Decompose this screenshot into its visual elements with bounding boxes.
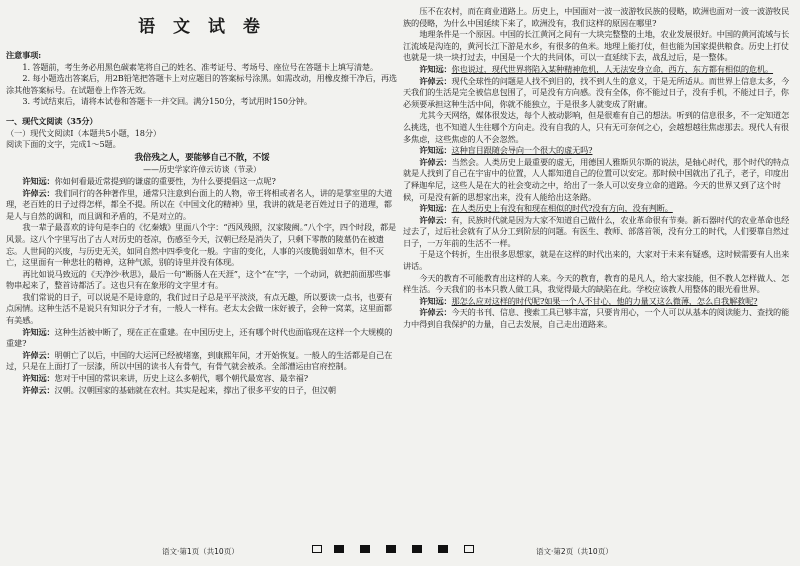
notice-2: 2. 每小题选出答案后，用2B铅笔把答题卡上对应题目的答案标号涂黑。如需改动，用橡皮擦干净后，再选涂其他答案标号。在试题卷上作答无效。 — [6, 73, 397, 95]
paragraph — [6, 373, 398, 385]
paragraph — [6, 222, 398, 268]
paragraph-text: 在人类历史上有没有和现在相似的时代?没有方向，没有判断。 — [451, 203, 673, 214]
paragraph-text: 我一辈子最喜欢的诗句是李白的《忆秦娥》里面八个字：“西风残照，汉家陵阙。”八个字，四个时段，都是风景。这八个字里写出了古人对历史的苍凉，伤感至今天，汉朝已经是消失了，只剩下零散的陵墓仍在被遗忘。人世间的兴废，与历史无关，如同自然中四季变化一般。字宙的变化，人事的兴废脆弱如草木，但不灭亡，这里面有一种悲壮的精神，这种气派，别的诗里并没有体现。 — [6, 222, 397, 268]
paragraph — [403, 296, 795, 308]
paragraph-text: 今天的书刊、信息、搜索工具已够丰富，只要肯用心，一个人可以从基本的阅读能力、查找的能力中得到自我保护的力量，自己去发展，自己走出道路来。 — [403, 307, 790, 330]
footer-right: 语文·第2页（共10页） — [536, 547, 613, 556]
paragraph — [403, 157, 795, 203]
footer-left: 语文·第1页（共10页） — [162, 547, 239, 556]
paragraph-text: 明朝亡了以后，中国的大运河已经被堵塞，到康熙年间，才开始恢复。一般人的生活都是自己在过，只是在上面打了一层漆，所以中国的读书人有骨气，有骨气就会被杀。全部漕运由官府控制。 — [6, 349, 393, 372]
scan-mark — [438, 545, 448, 553]
paragraph — [6, 327, 398, 350]
scan-marks — [312, 545, 492, 555]
paragraph — [6, 176, 398, 188]
speaker-label: 许倬云： — [419, 75, 452, 86]
paragraph-text: 你也说过，现代世界将陷入某种精神危机，人无法安身立命，西方、东方都有相似的危机。 — [451, 63, 774, 74]
reading-instruction: 阅读下面的文字，完成1～5题。 — [6, 139, 121, 150]
article-subtitle: ——历史学家许倬云访谈（节录） — [143, 165, 261, 175]
paragraph — [403, 29, 795, 64]
paragraph — [6, 385, 398, 397]
paragraph — [403, 6, 795, 29]
speaker-label: 许倬云： — [22, 349, 55, 360]
right-article-body — [403, 6, 795, 331]
paragraph-text: 压不在农村，而在商业道路上。历史上，中国面对一波一波游牧民族的侵略，欧洲也面对一波一波游牧民族的侵略，为什么中国延续下来了，欧洲没有，我们这样的原因在哪里? — [403, 6, 790, 28]
paragraph — [403, 76, 795, 111]
paragraph-text: 我们同行的各种著作里，通常只注意到台面上的人物，帝王将相或者名人，讲的是掌室里的大道理，老百姓的日子过得怎样，都全不提。所以在《中国文化的精神》里，我讲的就是老百姓过日子的道理，都是人与自然的调和，而且调和矛盾的，不是对立的。 — [6, 187, 393, 221]
paragraph-text: 有，民族时代就是因为大家不知道自己做什么，农业革命很有节奏。新石器时代的农业革命也经过去了，过后社会就有了从分工到阶层的问题。有医生、教师、部落首领，没有分工的时代，人们要靠自然过日子，一万年前的生活不一样。 — [403, 214, 790, 248]
paragraph-text: 地理条件是一个原因。中国的长江黄河之间有一大块完整整的土地，农业发展很好。中国的黄河流域与长江流域是沟连的，黄河长江下游是水乡，有很多的鱼米。地理上能打仗，但也能为国家提供粮食。历史上打仗也就是一块一块打过去，中国是一个大的共同体，可以一直延续下去，战乱过后，是一整体。 — [403, 29, 790, 63]
scan-mark — [412, 545, 422, 553]
paragraph-text: 今天的教育不可能教育出这样的人来。今天的教育，教育的是凡人，给大家技能，但不教人怎样做人、怎样生活。今天我们的书本只教人做工具，我觉得最大的缺陷在此。学校应该教人用整体的眼光看世界。 — [403, 272, 790, 295]
left-article-body — [6, 176, 398, 396]
scan-mark — [334, 545, 344, 553]
paragraph-text: 这种生活被中断了，现在正在重建。在中国历史上，还有哪个时代也面临现在这样一个大规模的重建? — [6, 326, 393, 349]
paragraph — [403, 307, 795, 330]
paragraph — [6, 188, 398, 223]
scan-mark — [312, 545, 322, 553]
speaker-label: 许倬云： — [419, 214, 452, 225]
right-page — [403, 6, 795, 544]
paragraph — [6, 292, 398, 327]
paragraph — [403, 273, 795, 296]
notice-1: 1. 答题前，考生务必用黑色碳素笔将自己的姓名、准考证号、考场号、座位号在答题卡上填写清楚。 — [22, 61, 378, 72]
scan-mark — [464, 545, 474, 553]
paragraph-text: 于是这个转折，生出很多思想家，就是在这样的时代出来的，大家对于未来有疑惑，这时候需要有人出来讲话。 — [403, 249, 790, 272]
paragraph — [403, 145, 795, 157]
paragraph-text: 你如何看最近常提到的谦虚的重要性，为什么要提倡这一点呢? — [54, 175, 276, 186]
notice-3: 3. 考试结束后，请将本试卷和答题卡一并交回。满分150分，考试用时150分钟。 — [22, 96, 312, 107]
speaker-label: 许倬云： — [419, 156, 452, 167]
speaker-label: 许知远： — [419, 295, 452, 306]
speaker-label: 许知远： — [419, 63, 452, 74]
paragraph — [403, 110, 795, 145]
paragraph-text: 我们常说的日子，可以说是不是诗意的，我们过日子总是平平淡淡，有点无趣，所以要读一点书，也要有点闲情。这种生活不是说只有知识分子才有，一般人一样有。老太太会做一床好被子，会种一窝菜，这里面都有美感。 — [6, 291, 393, 326]
speaker-label: 许知远： — [22, 326, 55, 337]
speaker-label: 许倬云： — [22, 187, 55, 198]
paragraph — [6, 269, 398, 292]
paragraph — [403, 203, 795, 215]
paragraph-text: 您对于中国的常识来讲，历史上这么多朝代，哪个朝代最宽容、最幸福? — [54, 373, 308, 384]
paragraph-text: 这种盲目跟随会导向一个很大的虚无吗? — [451, 145, 593, 156]
paragraph-text: 现代全球性的问题是人找不到目的，找不到人生的意义，于是无所适从。而世界上信息太多，今天我们的生活是完全被信息包围了，可是没有方向感。没有全体，你不能过日子，没有手机，不能过日子，你必须要承担这种生活中间，你就不能独立，于是很多人就变成了附庸。 — [403, 75, 790, 109]
scan-mark — [360, 545, 370, 553]
speaker-label: 许知远： — [419, 145, 452, 156]
paragraph — [403, 215, 795, 250]
paragraph-text: 尤其今天网络，媒体很发达，每个人被动影响，但是很难有自己的想法。听到的信息很多，不一定知道怎么挑选，也不知道人生往哪个方向走。没有自我的人，只有无可奈何之心，会越想越往焦虑那去。现代人有很多焦虑，这些焦虑的人不会忽然。 — [403, 110, 790, 144]
speaker-label: 许知远： — [419, 203, 452, 214]
speaker-label: 许倬云： — [419, 307, 452, 318]
notice-heading: 注意事项: — [6, 50, 42, 60]
subsection-heading: （一）现代文阅读Ⅰ（本题共5小题，18分） — [6, 127, 161, 138]
paragraph — [403, 249, 795, 272]
paragraph-text: 再比如说马致远的《天净沙·秋思》，最后一句“断肠人在天涯”，这个“在”字，一个动词，就把前面那些事物串起来了，整首诗都活了。这也只有在象形的文字里才有。 — [6, 268, 391, 291]
scan-mark — [386, 545, 396, 553]
speaker-label: 许倬云： — [22, 384, 55, 395]
section-heading: 一、现代文阅读（35分） — [6, 115, 98, 126]
speaker-label: 许知远： — [22, 373, 55, 384]
paragraph-text: 那怎么应对这样的时代呢?如果一个人不甘心，他的力量又这么微薄，怎么自我解救呢? — [451, 295, 758, 306]
speaker-label: 许知远： — [22, 175, 55, 186]
paragraph — [403, 64, 795, 76]
page-title: 语 文 试 卷 — [138, 17, 266, 37]
paragraph-text: 汉朝。汉朝国家的基础就在农村。其实是起来，撑出了很多平安的日子，但汉朝 — [54, 384, 336, 395]
paragraph-text: 当然会。人类历史上最重要的虚无，用德国人雅斯贝尔斯的说法，是轴心时代，那个时代的特点就是人找到了自己在宇宙中的位置，人人都知道自己的位置可以安定。那时候中国就出了孔子，老子，印度出了释迦牟尼，这些人是在大的社会变动之中，给出了一条人可以安身立命的道路。今天的世界又到了这个时候，可是没有新的思想家出来，没有人能给出这条路。 — [403, 156, 790, 202]
article-title: 我倍残之人，要能够自己不散，不馁 — [134, 152, 270, 163]
paragraph — [6, 350, 398, 373]
left-page — [6, 6, 398, 544]
